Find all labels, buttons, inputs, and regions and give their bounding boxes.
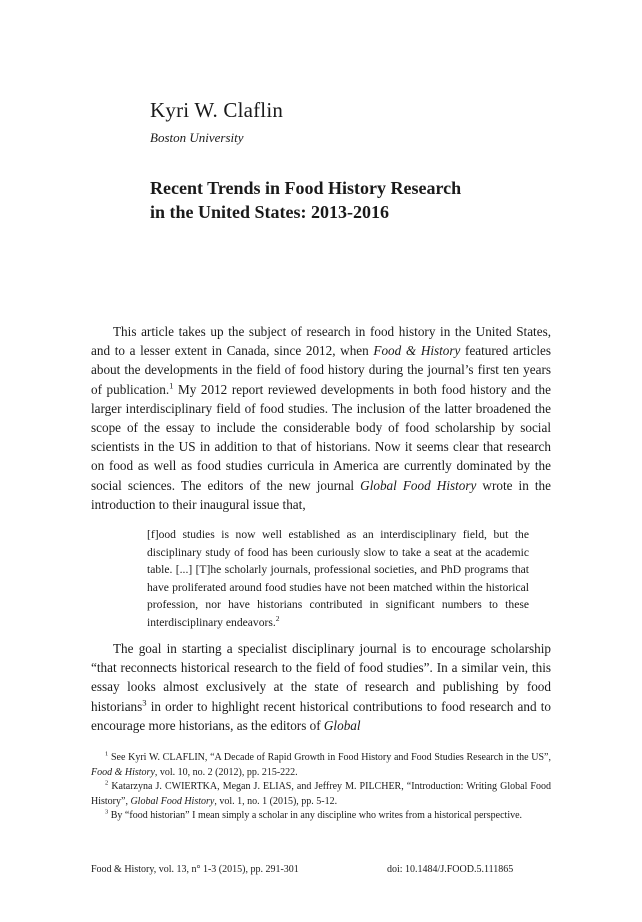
footnotes — [91, 751, 551, 824]
footnote-ref-2[interactable]: 2 — [275, 614, 280, 624]
footnote-ref-3[interactable]: 3 — [142, 697, 147, 708]
footnote-text: , vol. 10, no. 2 (2012), pp. 215-222. — [154, 766, 298, 778]
p1-text-b: featured articles about the developments in the field of food history during the journal’s first ten years of publication. — [91, 343, 551, 397]
footnote-2 — [91, 780, 551, 809]
footnote-3 — [91, 809, 551, 824]
p1-text-a: This article takes up the subject of research in food history in the United States, and to a lesser extent in Canada, since 2012, when — [91, 324, 551, 359]
p1-text-d: wrote in the introduction to their inaugural issue that, — [91, 477, 551, 512]
block-quote — [147, 526, 529, 632]
journal-title-italic: Food & History — [373, 343, 461, 359]
author-affiliation: Boston University — [150, 130, 244, 145]
p2-text-b: in order to highlight recent historical contributions to food research and to encourage more historians, as the editors of — [91, 698, 551, 733]
p2-text-italic: Global — [323, 717, 361, 733]
footnote-number: 1 — [105, 750, 109, 758]
footnote-number: 3 — [105, 809, 109, 817]
footnote-italic: Global Food History — [130, 795, 215, 807]
journal-title-italic: Global Food History — [360, 477, 477, 493]
footnote-text: By “food historian” I mean simply a scholar in any discipline who writes from a historical perspective. — [108, 810, 523, 822]
p1-text-c: My 2012 report reviewed developments in both food history and the larger interdisciplinary field of food studies. The inclusion of the latter broadened the scope of the essay to include the considerable body of food scholarship by social scientists in the US in addition to that of historians. Now it seems clear that research on food as well as food studies curricula in America are currently dominated by the social sciences. The editors of the new journal — [91, 381, 551, 493]
quote-text: [f]ood studies is now well established as an interdisciplinary field, but the disciplinary study of food has been curiously slow to take a seat at the academic table. [...] [T]he scholarly journals, professional societies, and PhD programs that have proliferated around food studies have not been matched within the historical profession, nor have historians contributed in significant numbers to these interdisciplinary endeavors. — [147, 528, 529, 629]
footnote-1 — [91, 751, 551, 780]
title-line-1: Recent Trends in Food History Research — [150, 178, 462, 198]
footnote-ref-1[interactable]: 1 — [169, 380, 174, 391]
footnote-number: 2 — [105, 779, 109, 787]
footer-citation: Food & History, vol. 13, n° 1-3 (2015), pp. 291-301 — [91, 864, 299, 875]
footnote-text: , vol. 1, no. 1 (2015), pp. 5-12. — [214, 795, 338, 807]
title-line-2: in the United States: 2013-2016 — [150, 202, 389, 222]
body-paragraph-2 — [91, 639, 551, 735]
footnote-text: See Kyri W. CLAFLIN, “A Decade of Rapid Growth in Food History and Food Studies Research in the US”, — [108, 752, 551, 763]
article-title — [150, 176, 570, 224]
footnote-italic: Food & History — [91, 766, 155, 778]
footnote-text: Katarzyna J. CWIERTKA, Megan J. ELIAS, and Jeffrey M. PILCHER, “Introduction: Writing Global Food History”, — [91, 781, 551, 807]
p2-text-a: The goal in starting a specialist disciplinary journal is to encourage scholarship “that reconnects historical research to the field of food studies”. In a similar vein, this essay looks almost exclusively at the state of research and publishing by food historians — [91, 641, 551, 714]
author-name: Kyri W. Claflin — [150, 98, 284, 122]
body-paragraph-1 — [91, 322, 551, 514]
footer-doi[interactable]: doi: 10.1484/J.FOOD.5.111865 — [387, 864, 514, 875]
